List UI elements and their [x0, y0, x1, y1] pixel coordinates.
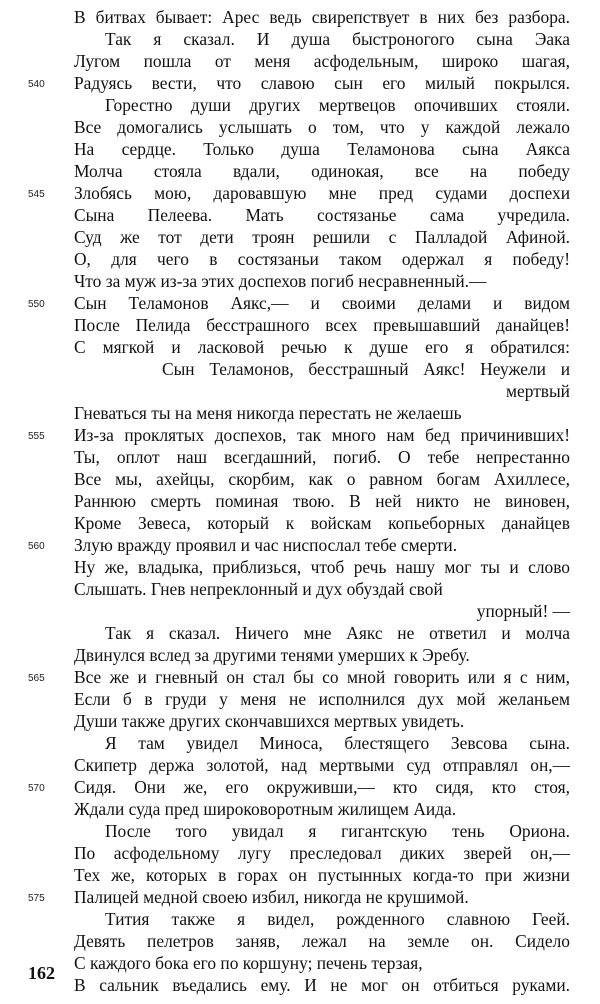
verse-line: [0, 314, 600, 336]
verse-line-text: Что за муж из-за этих доспехов погиб несравненный.—: [74, 271, 487, 291]
verse-line-text: Если б в груди у меня не исполнился дух мой желаньем: [74, 689, 570, 709]
verse-line: [0, 688, 600, 710]
verse-line-text: В битвах бывает: Арес ведь свирепствует в них без разбора.: [74, 7, 570, 27]
verse-line: [0, 864, 600, 886]
verse-line: [0, 666, 600, 688]
verse-line: [0, 380, 600, 402]
verse-line: [0, 446, 600, 468]
verse-line-text: Девять пелетров заняв, лежал на земле он. Сидело: [74, 931, 570, 951]
verse-line-text: Сын Теламонов Аякс,— и своими делами и видом: [74, 293, 570, 313]
verse-line: [0, 490, 600, 512]
verse-line-text: Так я сказал. Ничего мне Аякс не ответил и молча: [105, 623, 570, 643]
verse-line-text: Тития также я видел, рожденного славною Геей.: [105, 909, 570, 929]
verse-line: [0, 72, 600, 94]
verse-line-text: Молча стояла вдали, одинокая, все на победу: [74, 161, 570, 181]
verse-line-text: В сальник въедались ему. И не мог он отбиться руками.: [74, 975, 570, 995]
verse-line: [0, 710, 600, 732]
line-number: 545: [28, 189, 45, 200]
verse-line: [0, 820, 600, 842]
verse-line-text: Скипетр держа золотой, над мертвыми суд отправлял он,—: [74, 755, 570, 775]
verse-line-text: Злую вражду проявил и час ниспослал тебе смерти.: [74, 535, 458, 555]
verse-line: [0, 248, 600, 270]
verse-line-text: Суд же тот дети троян решили с Палладой Афиной.: [74, 227, 570, 247]
verse-line: [0, 732, 600, 754]
verse-line-text: Гневаться ты на меня никогда перестать не желаешь: [74, 403, 462, 423]
line-number: 540: [28, 79, 45, 90]
verse-line-text: Злобясь мою, даровавшую мне пред судами доспехи: [74, 183, 570, 203]
verse-line-text: Ждали суда пред широковоротным жилищем Аида.: [74, 799, 457, 819]
verse-line-text: Сына Пелеева. Мать состязанье сама учредила.: [74, 205, 570, 225]
verse-line: [0, 556, 600, 578]
verse-line: [0, 160, 600, 182]
verse-line: [0, 50, 600, 72]
verse-line: [0, 28, 600, 50]
verse-line-text: Из-за проклятых доспехов, так много нам бед причинивших!: [74, 425, 570, 445]
line-number: 565: [28, 673, 45, 684]
verse-line-text: Так я сказал. И душа быстроногого сына Эака: [105, 29, 570, 49]
verse-line-text: После Пелида бесстрашного всех превышавший данайцев!: [74, 315, 570, 335]
verse-line: [0, 974, 600, 996]
line-number: 560: [28, 541, 45, 552]
verse-line: [0, 402, 600, 424]
verse-line-text: упорный! —: [476, 601, 570, 621]
verse-line: [0, 534, 600, 556]
verse-line: [0, 116, 600, 138]
verse-line-text: С каждого бока его по коршуну; печень терзая,: [74, 953, 423, 973]
verse-line-text: Сидя. Они же, его окруживши,— кто сидя, кто стоя,: [74, 777, 570, 797]
verse-line: [0, 930, 600, 952]
line-number: 555: [28, 431, 45, 442]
verse-line-text: О, для чего в состязаньи таком одержал я победу!: [74, 249, 570, 269]
verse-line: [0, 798, 600, 820]
verse-line-text: Радуясь вести, что славою сын его милый покрылся.: [74, 73, 570, 93]
verse-line: [0, 138, 600, 160]
verse-line: [0, 908, 600, 930]
verse-line: [0, 182, 600, 204]
verse-line: [0, 886, 600, 908]
verse-line: [0, 6, 600, 28]
verse-line-text: Горестно души других мертвецов опочивших стояли.: [105, 95, 570, 115]
verse-line: [0, 94, 600, 116]
line-number: 570: [28, 783, 45, 794]
verse-line: [0, 336, 600, 358]
page-number: 162: [28, 963, 55, 983]
verse-line-text: Все мы, ахейцы, скорбим, как о равном богам Ахиллесе,: [74, 469, 570, 489]
verse-line-text: После того увидал я гигантскую тень Ориона.: [105, 821, 570, 841]
verse-line-text: Раннюю смерть поминая твою. В ней никто не виновен,: [74, 491, 570, 511]
verse-line: [0, 512, 600, 534]
verse-line: [0, 776, 600, 798]
verse-line: [0, 468, 600, 490]
verse-line: [0, 578, 600, 600]
verse-line: [0, 204, 600, 226]
verse-line-text: Палицей медной своею избил, никогда не крушимой.: [74, 887, 469, 907]
line-number: 550: [28, 299, 45, 310]
verse-line-text: Двинулся вслед за другими тенями умерших к Эребу.: [74, 645, 470, 665]
verse-line-text: Лугом пошла от меня асфодельным, широко шагая,: [74, 51, 570, 71]
verse-line-text: Я там увидел Миноса, блестящего Зевсова сына.: [105, 733, 570, 753]
verse-line: [0, 358, 600, 380]
verse-line: [0, 270, 600, 292]
verse-line-text: По асфодельному лугу преследовал диких зверей он,—: [74, 843, 570, 863]
verse-line-text: На сердце. Только душа Теламонова сына Аякса: [74, 139, 570, 159]
line-number: 575: [28, 893, 45, 904]
verse-line-text: Сын Теламонов, бесстрашный Аякс! Неужели и: [162, 359, 570, 379]
verse-line-text: Все же и гневный он стал бы со мной говорить или я с ним,: [74, 667, 570, 687]
verse-line-text: Ну же, владыка, приблизься, чтоб речь нашу мог ты и слово: [74, 557, 570, 577]
verse-line-text: Ты, оплот наш всегдашний, погиб. О тебе непрестанно: [74, 447, 570, 467]
verse-line: [0, 226, 600, 248]
verse-line-text: С мягкой и ласковой речью к душе его я обратился:: [74, 337, 570, 357]
verse-line: [0, 644, 600, 666]
verse-line: [0, 842, 600, 864]
verse-line-text: Тех же, которых в горах он пустынных когда-то при жизни: [74, 865, 570, 885]
verse-line-text: Все домогались услышать о том, что у каждой лежало: [74, 117, 570, 137]
verse-line: [0, 600, 600, 622]
verse-line-text: Души также других скончавшихся мертвых увидеть.: [74, 711, 465, 731]
verse-line: [0, 292, 600, 314]
verse-line-text: Слышать. Гнев непреклонный и дух обуздай свой: [74, 579, 443, 599]
verse-line-text: Кроме Зевеса, который к войскам копьеборных данайцев: [74, 513, 570, 533]
verse-line-text: мертвый: [506, 381, 570, 401]
verse-line: [0, 424, 600, 446]
verse-line: [0, 754, 600, 776]
verse-line: [0, 952, 600, 974]
verse-line: [0, 622, 600, 644]
